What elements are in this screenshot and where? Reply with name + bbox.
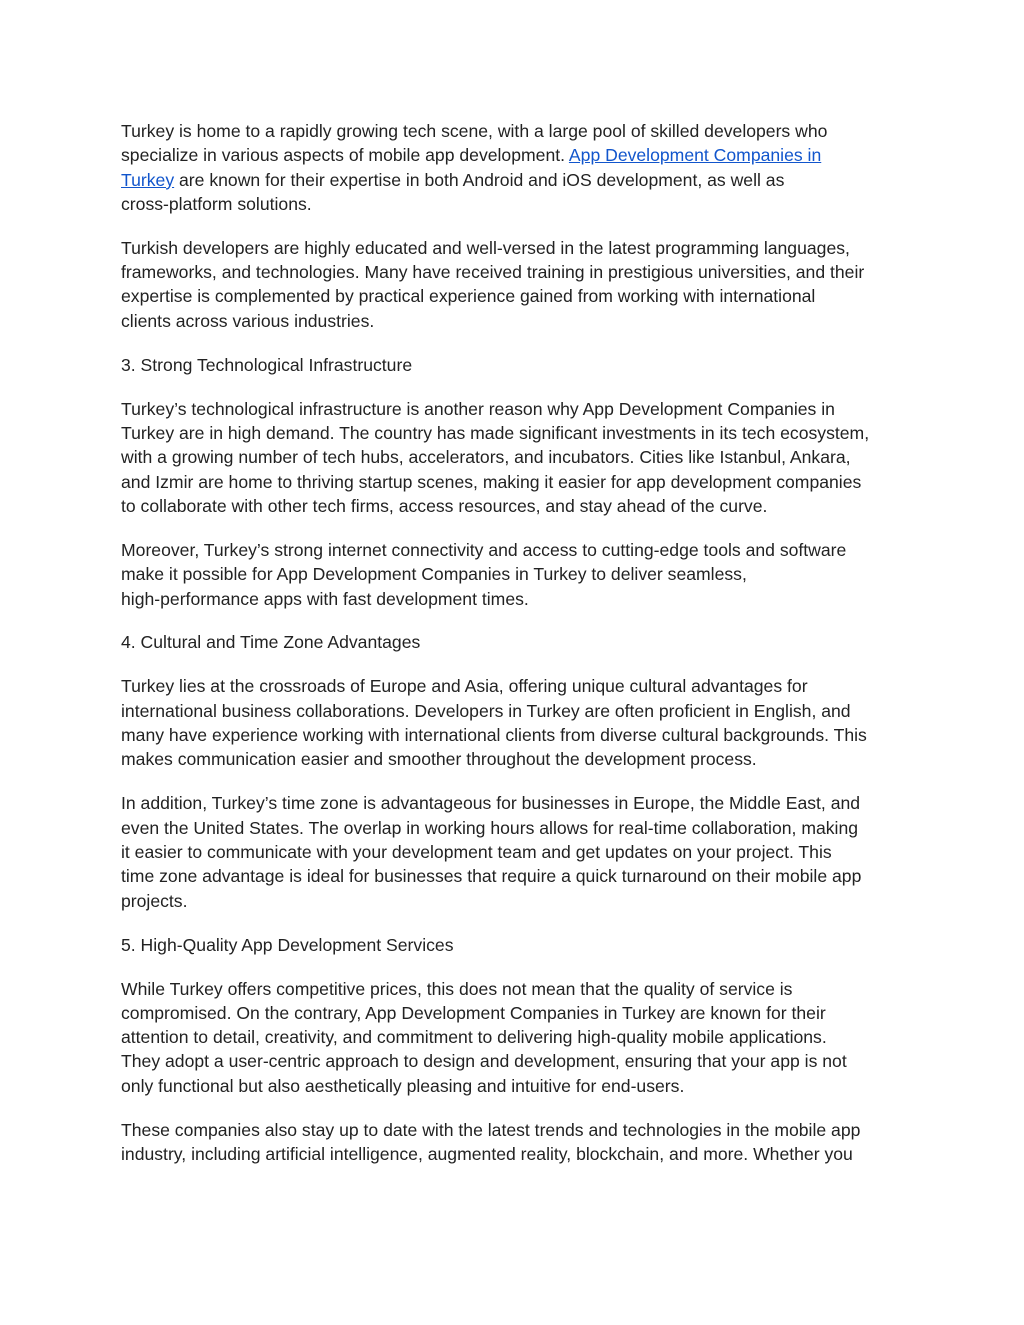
trends-paragraph: These companies also stay up to date with the latest trends and technologies in the mobile app industry, including artificial intelligence, augmented reality, blockchain, and more. Whether you [121, 1119, 861, 1164]
infrastructure-paragraph: Turkey’s technological infrastructure is another reason why App Development Companies in Turkey are in high demand. The country has made significant investments in its tech ecosystem, with a growing number of tech hubs, accelerators, and incubators. Cities like Istanbul, Ankara, and Izmir are home to thriving startup scenes, making it easier for app development companies to collaborate with other tech firms, access resources, and stay ahead of the curve. [121, 398, 870, 516]
quality-paragraph: While Turkey offers competitive prices, this does not mean that the quality of service is compromised. On the contrary, App Development Companies in Turkey are known for their attention to detail, creativity, and commitment to delivering high-quality mobile applications. They adopt a user-centric approach to design and development, ensuring that your app is not only functional but also aesthetically pleasing and intuitive for end-users. [121, 978, 847, 1096]
section-heading-quality: 5. High-Quality App Development Services [121, 934, 454, 955]
time-zone-paragraph: In addition, Turkey’s time zone is advantageous for businesses in Europe, the Middle East, and even the United States. The overlap in working hours allows for real-time collaboration, making it easier to communicate with your development team and get updates on your project. This time zone advantage is ideal for businesses that require a quick turnaround on their mobile app projects. [121, 793, 862, 911]
cultural-paragraph: Turkey lies at the crossroads of Europe and Asia, offering unique cultural advantages for international business collaborations. Developers in Turkey are often proficient in English, and many have experience working with international clients from diverse cultural backgrounds. This makes communication easier and smoother throughout the development process. [121, 676, 867, 770]
section-heading-cultural: 4. Cultural and Time Zone Advantages [121, 632, 421, 653]
developers-paragraph: Turkish developers are highly educated and well-versed in the latest programming languages, frameworks, and technologies. Many have received training in prestigious universities, and their expertise is complemented by practical experience gained from working with international clients across various industries. [121, 237, 865, 331]
intro-text-after-link: are known for their expertise in both Android and iOS development, as well as cross-platform solutions. [121, 169, 785, 214]
intro-paragraph [121, 119, 921, 216]
section-heading-infrastructure: 3. Strong Technological Infrastructure [121, 354, 413, 375]
document-body [121, 119, 921, 1186]
connectivity-paragraph: Moreover, Turkey’s strong internet connectivity and access to cutting-edge tools and software make it possible for App Development Companies in Turkey to deliver seamless, high-performance apps with fast development times. [121, 539, 847, 609]
app-development-companies-link[interactable]: App Development Companies in Turkey [121, 145, 822, 190]
intro-text-before-link: Turkey is home to a rapidly growing tech scene, with a large pool of skilled developers who specialize in various aspects of mobile app development. [121, 121, 828, 166]
